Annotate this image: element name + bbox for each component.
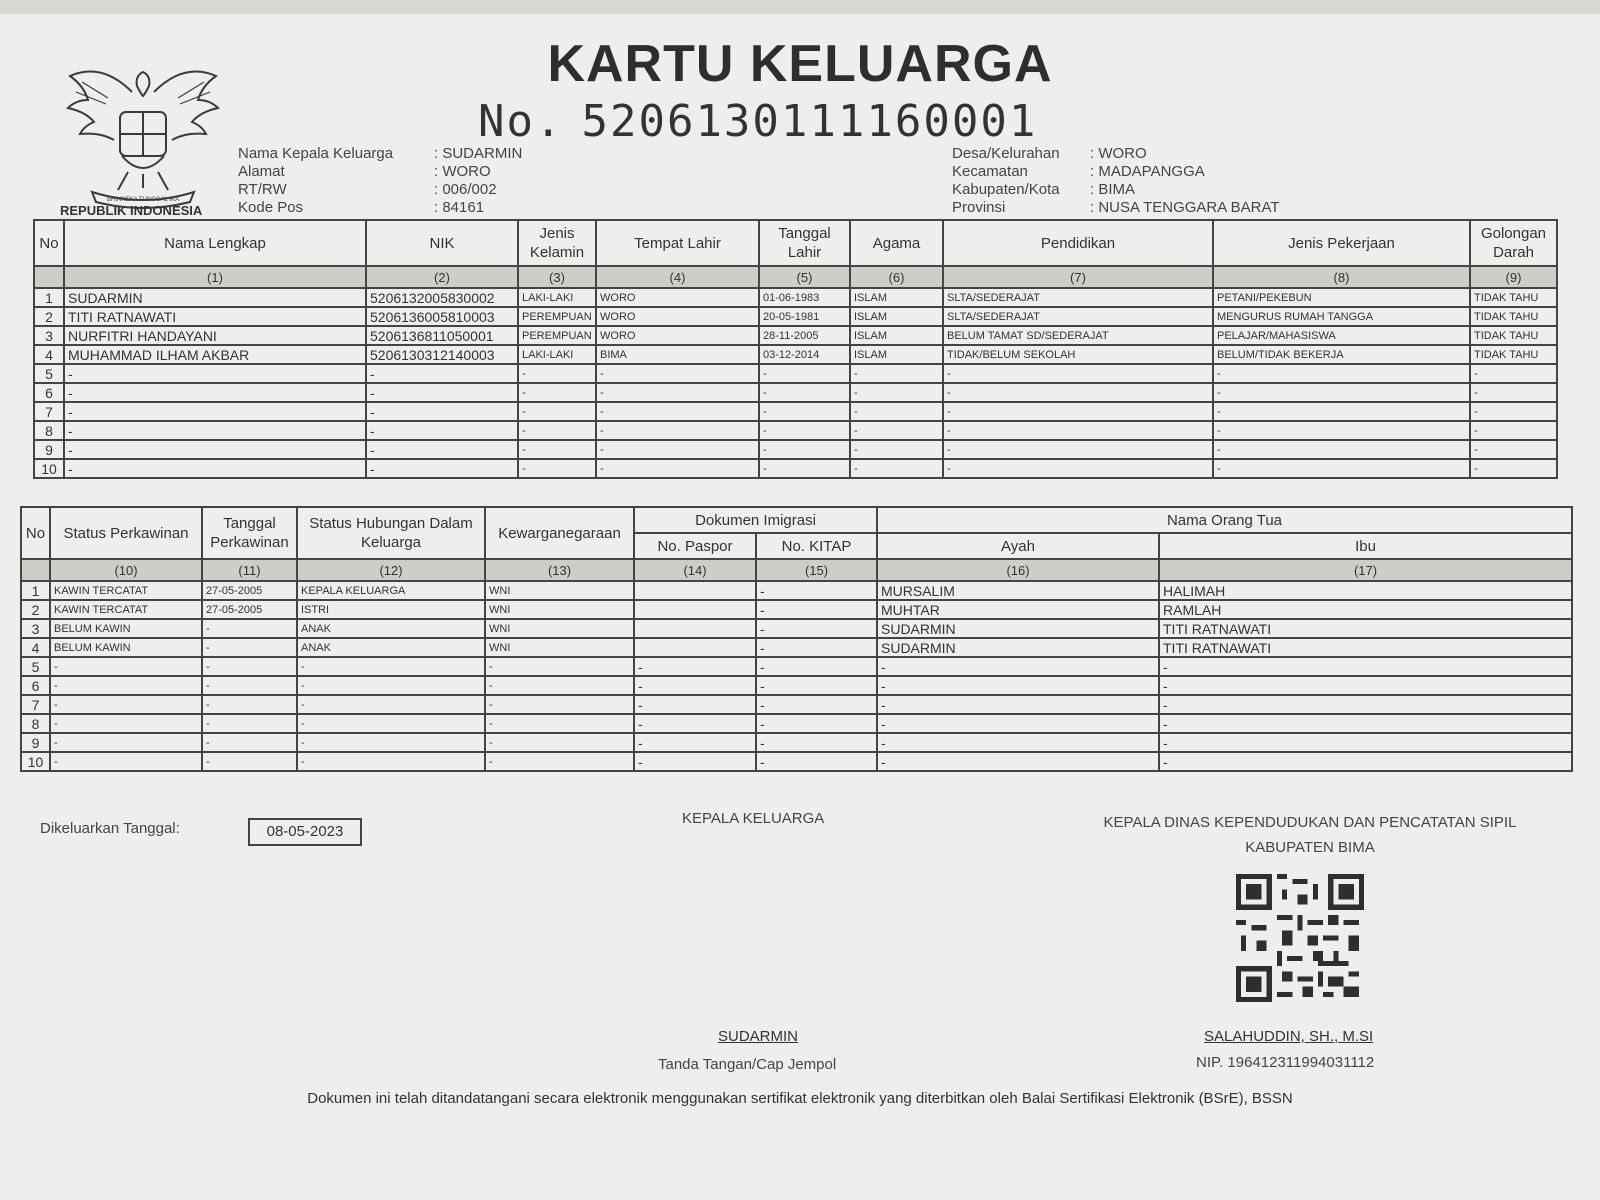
table-cell: - — [64, 364, 366, 383]
table-cell: ISLAM — [850, 288, 943, 307]
table-cell: - — [297, 752, 485, 771]
col-header: No. Paspor — [634, 533, 756, 559]
table-cell: - — [202, 657, 297, 676]
table-cell: - — [1213, 459, 1470, 478]
col-header: Golongan Darah — [1470, 220, 1557, 266]
table-cell: WORO — [596, 307, 759, 326]
row-number-cell: 10 — [21, 752, 50, 771]
country-label: REPUBLIK INDONESIA — [60, 203, 203, 218]
table-cell: - — [202, 714, 297, 733]
info-label: Alamat — [238, 163, 285, 180]
table-cell: 5206136005810003 — [366, 307, 518, 326]
row-number-cell: 6 — [34, 383, 64, 402]
table-row — [34, 288, 1557, 307]
table-cell: - — [366, 364, 518, 383]
table-row — [21, 581, 1572, 600]
table-cell: - — [877, 714, 1159, 733]
table-cell: - — [756, 581, 877, 600]
col-header: Pendidikan — [943, 220, 1213, 266]
row-number-cell: 5 — [21, 657, 50, 676]
col-header: Tempat Lahir — [596, 220, 759, 266]
table-cell: - — [850, 421, 943, 440]
table-cell: - — [756, 619, 877, 638]
table-cell: - — [943, 402, 1213, 421]
table-cell: - — [756, 695, 877, 714]
table-cell: - — [366, 383, 518, 402]
table-cell: - — [202, 733, 297, 752]
table-cell: - — [877, 695, 1159, 714]
col-header: Tanggal Lahir — [759, 220, 850, 266]
table-cell: - — [877, 657, 1159, 676]
table-cell: 5206132005830002 — [366, 288, 518, 307]
table-cell: WORO — [596, 288, 759, 307]
col-number: (3) — [518, 266, 596, 288]
info-value: : MADAPANGGA — [1090, 163, 1205, 181]
table-cell: - — [1213, 421, 1470, 440]
row-number-cell: 10 — [34, 459, 64, 478]
page-title: KARTU KELUARGA — [547, 35, 1053, 93]
table-cell: 03-12-2014 — [759, 345, 850, 364]
row-number-cell: 9 — [21, 733, 50, 752]
table-cell: SUDARMIN — [877, 619, 1159, 638]
table-row — [34, 459, 1557, 478]
col-number: (14) — [634, 559, 756, 581]
info-label: Kode Pos — [238, 199, 304, 216]
table-row — [21, 714, 1572, 733]
qr-code-icon — [1236, 874, 1364, 1002]
table-cell: WNI — [485, 619, 634, 638]
info-label: Provinsi — [952, 199, 1006, 216]
table-cell: - — [64, 440, 366, 459]
row-number-cell: 4 — [21, 638, 50, 657]
table-row — [21, 752, 1572, 771]
table-cell: - — [943, 459, 1213, 478]
table-row — [21, 733, 1572, 752]
table-cell: - — [596, 421, 759, 440]
table-cell: - — [596, 459, 759, 478]
table-cell: BELUM TAMAT SD/SEDERAJAT — [943, 326, 1213, 345]
table-row — [34, 421, 1557, 440]
table-cell: BELUM KAWIN — [50, 638, 202, 657]
row-number-cell: 3 — [34, 326, 64, 345]
col-number: (13) — [485, 559, 634, 581]
table-cell: KEPALA KELUARGA — [297, 581, 485, 600]
family-card-number-value: 5206130111160001 — [581, 96, 1038, 147]
table-cell: - — [756, 657, 877, 676]
table-cell: - — [518, 364, 596, 383]
table-cell: TITI RATNAWATI — [1159, 619, 1572, 638]
table-cell: - — [485, 752, 634, 771]
row-number-cell: 2 — [21, 600, 50, 619]
table-cell: - — [759, 364, 850, 383]
table-cell: - — [297, 714, 485, 733]
table-cell: - — [634, 752, 756, 771]
table-cell: TIDAK/BELUM SEKOLAH — [943, 345, 1213, 364]
table-cell: - — [64, 402, 366, 421]
col-number: (6) — [850, 266, 943, 288]
table-cell: - — [877, 752, 1159, 771]
table-row — [21, 619, 1572, 638]
table-cell: - — [366, 440, 518, 459]
table-cell: TITI RATNAWATI — [1159, 638, 1572, 657]
row-number-cell: 6 — [21, 676, 50, 695]
table-cell: - — [518, 459, 596, 478]
table-cell: - — [1159, 752, 1572, 771]
table-cell: - — [1470, 459, 1557, 478]
table-cell: - — [943, 383, 1213, 402]
table-cell: - — [1470, 440, 1557, 459]
col-header: Kewarganegaraan — [485, 507, 634, 559]
table-cell: 28-11-2005 — [759, 326, 850, 345]
table-cell: 27-05-2005 — [202, 600, 297, 619]
table-cell: - — [850, 364, 943, 383]
table-cell: - — [634, 733, 756, 752]
issued-date: 08-05-2023 — [248, 818, 362, 846]
info-label: Desa/Kelurahan — [952, 145, 1060, 162]
col-header: Jenis Pekerjaan — [1213, 220, 1470, 266]
col-header: No — [21, 507, 50, 559]
col-header: Dokumen Imigrasi — [634, 507, 877, 533]
table-cell: - — [759, 402, 850, 421]
info-value: : BIMA — [1090, 181, 1135, 199]
info-value: : WORO — [434, 163, 491, 181]
table-cell: MUHAMMAD ILHAM AKBAR — [64, 345, 366, 364]
table-cell — [634, 619, 756, 638]
info-label: Kecamatan — [952, 163, 1028, 180]
table-cell: - — [850, 440, 943, 459]
table-cell: - — [1213, 383, 1470, 402]
info-value: : 84161 — [434, 199, 484, 217]
table-cell: - — [1159, 676, 1572, 695]
table-cell: KAWIN TERCATAT — [50, 600, 202, 619]
col-number: (12) — [297, 559, 485, 581]
info-value: : SUDARMIN — [434, 145, 522, 163]
table-cell: - — [297, 695, 485, 714]
col-number: (2) — [366, 266, 518, 288]
table-cell: MUHTAR — [877, 600, 1159, 619]
table-cell: - — [1213, 440, 1470, 459]
col-number: (8) — [1213, 266, 1470, 288]
electronic-signature-disclaimer: Dokumen ini telah ditandatangani secara elektronik menggunakan sertifikat elektronik yang diterbitkan oleh Balai Sertifikasi Elektronik (BSrE), BSSN — [307, 1090, 1293, 1107]
row-number-cell: 4 — [34, 345, 64, 364]
table-cell: - — [366, 459, 518, 478]
info-label: Nama Kepala Keluarga — [238, 145, 394, 162]
table-cell: HALIMAH — [1159, 581, 1572, 600]
col-header: NIK — [366, 220, 518, 266]
row-number-cell: 8 — [34, 421, 64, 440]
table-cell: 01-06-1983 — [759, 288, 850, 307]
table-cell: TIDAK TAHU — [1470, 345, 1557, 364]
table-cell: - — [756, 733, 877, 752]
table-cell: - — [1470, 421, 1557, 440]
table-cell: - — [366, 421, 518, 440]
table-cell: - — [518, 421, 596, 440]
table-cell: - — [756, 600, 877, 619]
family-members-table — [33, 219, 1558, 479]
table-cell: - — [518, 383, 596, 402]
row-number-cell: 1 — [34, 288, 64, 307]
table-cell: NURFITRI HANDAYANI — [64, 326, 366, 345]
table-cell: - — [943, 364, 1213, 383]
table-cell: BELUM/TIDAK BEKERJA — [1213, 345, 1470, 364]
table-cell: - — [634, 657, 756, 676]
table-cell: - — [202, 752, 297, 771]
col-header: Nama Orang Tua — [877, 507, 1572, 533]
col-number: (11) — [202, 559, 297, 581]
col-header: Ayah — [877, 533, 1159, 559]
table-cell: ISLAM — [850, 307, 943, 326]
head-of-family-title: KEPALA KELUARGA — [682, 810, 825, 827]
table-cell: - — [596, 364, 759, 383]
col-number: (10) — [50, 559, 202, 581]
row-number-cell: 3 — [21, 619, 50, 638]
table-cell — [634, 581, 756, 600]
table-cell: ISLAM — [850, 326, 943, 345]
signature-caption: Tanda Tangan/Cap Jempol — [658, 1056, 837, 1073]
table-cell: - — [1159, 733, 1572, 752]
table-row — [34, 440, 1557, 459]
table-cell: - — [943, 440, 1213, 459]
head-of-family-signature-name: SUDARMIN — [718, 1028, 799, 1045]
info-value: : 006/002 — [434, 181, 497, 199]
table-row — [34, 364, 1557, 383]
col-number: (1) — [64, 266, 366, 288]
table-row — [34, 307, 1557, 326]
col-number: (5) — [759, 266, 850, 288]
table-cell: TIDAK TAHU — [1470, 307, 1557, 326]
col-header: Ibu — [1159, 533, 1572, 559]
table-cell: - — [518, 440, 596, 459]
table-cell: TITI RATNAWATI — [64, 307, 366, 326]
table-cell: - — [366, 402, 518, 421]
table-cell: - — [759, 440, 850, 459]
table-cell: - — [50, 714, 202, 733]
table-cell: - — [50, 657, 202, 676]
row-number-cell: 7 — [34, 402, 64, 421]
table-cell: TIDAK TAHU — [1470, 288, 1557, 307]
table-cell: - — [297, 733, 485, 752]
family-info-left — [238, 145, 522, 217]
table-row — [34, 402, 1557, 421]
family-status-table — [20, 506, 1573, 772]
table-cell: KAWIN TERCATAT — [50, 581, 202, 600]
col-header: Tanggal Perkawinan — [202, 507, 297, 559]
table-cell: - — [756, 714, 877, 733]
table-cell: WORO — [596, 326, 759, 345]
col-number: (7) — [943, 266, 1213, 288]
table-cell: - — [596, 440, 759, 459]
table-row — [21, 600, 1572, 619]
table-cell: - — [485, 657, 634, 676]
table-cell: WNI — [485, 581, 634, 600]
table-cell: LAKI-LAKI — [518, 288, 596, 307]
table-cell: - — [50, 752, 202, 771]
svg-text:BHINNEKA TUNGGAL IKA: BHINNEKA TUNGGAL IKA — [106, 197, 180, 203]
table-cell: - — [756, 676, 877, 695]
table-row — [21, 657, 1572, 676]
table-cell: - — [297, 657, 485, 676]
table-cell: WNI — [485, 638, 634, 657]
table-cell: - — [877, 733, 1159, 752]
table-cell — [634, 638, 756, 657]
table-row — [21, 695, 1572, 714]
col-number — [34, 266, 64, 288]
table-cell: SUDARMIN — [877, 638, 1159, 657]
col-header: Status Hubungan Dalam Keluarga — [297, 507, 485, 559]
official-name: SALAHUDDIN, SH., M.SI — [1204, 1028, 1374, 1045]
table-cell: - — [485, 695, 634, 714]
table-row — [34, 326, 1557, 345]
table-cell: 5206136811050001 — [366, 326, 518, 345]
table-cell: - — [759, 421, 850, 440]
row-number-cell: 2 — [34, 307, 64, 326]
col-number: (4) — [596, 266, 759, 288]
table-cell: - — [50, 695, 202, 714]
table-cell: - — [1159, 657, 1572, 676]
table-cell: ISLAM — [850, 345, 943, 364]
col-header: No. KITAP — [756, 533, 877, 559]
table-cell: MURSALIM — [877, 581, 1159, 600]
table-cell: PELAJAR/MAHASISWA — [1213, 326, 1470, 345]
table-cell: - — [485, 714, 634, 733]
table-cell: - — [943, 421, 1213, 440]
table-cell: - — [634, 695, 756, 714]
table-cell: RAMLAH — [1159, 600, 1572, 619]
table-cell: - — [759, 383, 850, 402]
table-cell: BELUM KAWIN — [50, 619, 202, 638]
table-cell: - — [634, 676, 756, 695]
table-cell: - — [877, 676, 1159, 695]
table-cell: - — [1470, 402, 1557, 421]
row-number-cell: 8 — [21, 714, 50, 733]
agency-title-line: KEPALA DINAS KEPENDUDUKAN DAN PENCATATAN SIPIL — [1103, 814, 1517, 831]
table-cell: - — [485, 676, 634, 695]
table-cell: 27-05-2005 — [202, 581, 297, 600]
family-card-number — [478, 96, 1037, 147]
agency-title-line: KABUPATEN BIMA — [1245, 839, 1375, 856]
table-cell: - — [202, 676, 297, 695]
table-row — [21, 676, 1572, 695]
row-number-cell: 7 — [21, 695, 50, 714]
row-number-cell: 1 — [21, 581, 50, 600]
table-cell: MENGURUS RUMAH TANGGA — [1213, 307, 1470, 326]
col-number: (16) — [877, 559, 1159, 581]
table-cell: 20-05-1981 — [759, 307, 850, 326]
table-cell: - — [518, 402, 596, 421]
table-cell: - — [297, 676, 485, 695]
table-row — [34, 383, 1557, 402]
agency-title — [1040, 810, 1580, 860]
table-cell: - — [1159, 714, 1572, 733]
table-cell: - — [64, 383, 366, 402]
issued-label: Dikeluarkan Tanggal: — [40, 820, 180, 837]
col-number — [21, 559, 50, 581]
table-cell: - — [1470, 364, 1557, 383]
table-cell: - — [1213, 402, 1470, 421]
col-header: Nama Lengkap — [64, 220, 366, 266]
table-cell: SLTA/SEDERAJAT — [943, 307, 1213, 326]
row-number-cell: 5 — [34, 364, 64, 383]
col-header: Status Perkawinan — [50, 507, 202, 559]
table-cell: ANAK — [297, 638, 485, 657]
table-cell: - — [50, 676, 202, 695]
table-cell: - — [850, 459, 943, 478]
table-cell: - — [756, 638, 877, 657]
table-cell: 5206130312140003 — [366, 345, 518, 364]
info-value: : NUSA TENGGARA BARAT — [1090, 199, 1280, 217]
table-cell: - — [850, 402, 943, 421]
table-cell: LAKI-LAKI — [518, 345, 596, 364]
col-header: Agama — [850, 220, 943, 266]
table-cell: - — [485, 733, 634, 752]
col-number: (15) — [756, 559, 877, 581]
table-cell: WNI — [485, 600, 634, 619]
table-cell: - — [64, 459, 366, 478]
official-nip: NIP. 196412311994031112 — [1196, 1054, 1375, 1071]
table-cell: - — [756, 752, 877, 771]
table-cell: - — [850, 383, 943, 402]
info-label: Kabupaten/Kota — [952, 181, 1060, 198]
table-cell: TIDAK TAHU — [1470, 326, 1557, 345]
table-cell: ISTRI — [297, 600, 485, 619]
table-cell: - — [1159, 695, 1572, 714]
col-header: No — [34, 220, 64, 266]
table-cell: BIMA — [596, 345, 759, 364]
table-cell: ANAK — [297, 619, 485, 638]
table-row — [21, 638, 1572, 657]
table-cell: - — [202, 619, 297, 638]
table-cell: - — [1470, 383, 1557, 402]
info-label: RT/RW — [238, 181, 287, 198]
row-number-cell: 9 — [34, 440, 64, 459]
table-row — [34, 345, 1557, 364]
table-cell: SLTA/SEDERAJAT — [943, 288, 1213, 307]
col-number: (17) — [1159, 559, 1572, 581]
table-cell: - — [64, 421, 366, 440]
table-cell: SUDARMIN — [64, 288, 366, 307]
table-cell: - — [634, 714, 756, 733]
table-cell — [634, 600, 756, 619]
family-info-right — [952, 145, 1280, 217]
table-cell: PEREMPUAN — [518, 326, 596, 345]
family-card-number-label: No. — [478, 96, 564, 147]
table-cell: - — [1213, 364, 1470, 383]
info-value: : WORO — [1090, 145, 1147, 163]
table-cell: - — [596, 402, 759, 421]
table-cell: - — [202, 695, 297, 714]
table-cell: PETANI/PEKEBUN — [1213, 288, 1470, 307]
table-cell: - — [596, 383, 759, 402]
table-cell: PEREMPUAN — [518, 307, 596, 326]
table-cell: - — [50, 733, 202, 752]
col-header: Jenis Kelamin — [518, 220, 596, 266]
col-number: (9) — [1470, 266, 1557, 288]
table-cell: - — [202, 638, 297, 657]
table-cell: - — [759, 459, 850, 478]
